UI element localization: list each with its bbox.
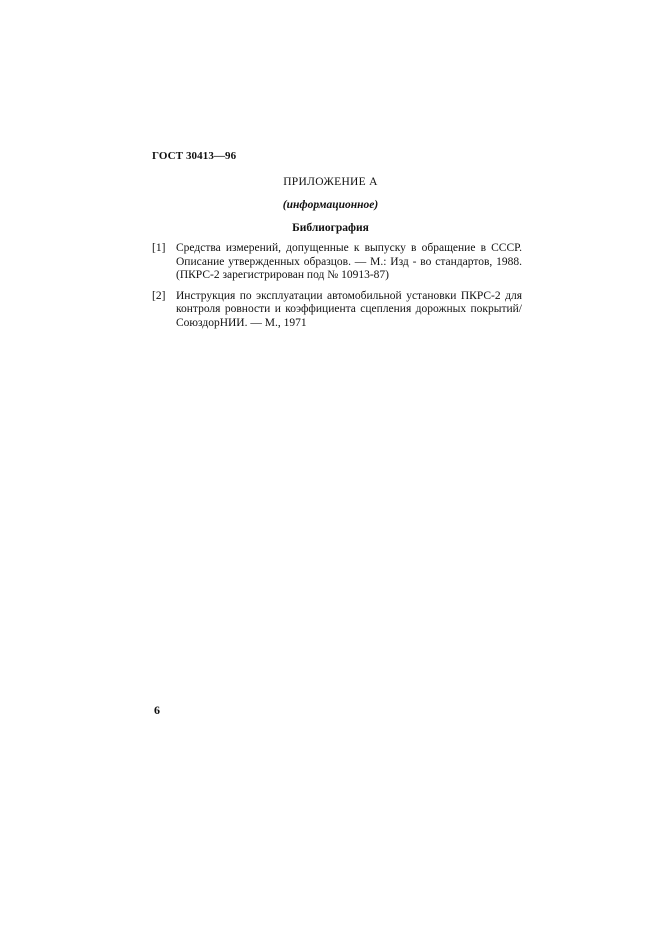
bibliography-entry-marker: [1] bbox=[152, 242, 166, 254]
bibliography-entry-text: Средства измерений, допущенные к выпуску в обращение в СССР. Описание утвержденных образцов. — М.: Изд - во стандартов, 1988. (ПКРС-2 зарегистрирован под № 10913-87) bbox=[176, 242, 522, 281]
bibliography-entry-text: Инструкция по эксплуатации автомобильной установки ПКРС-2 для контроля ровности и коэффициента сцепления дорожных покрытий/СоюздорНИИ. — М., 1971 bbox=[176, 289, 522, 329]
bibliography-list bbox=[152, 242, 522, 337]
bibliography-entry bbox=[152, 290, 522, 331]
bibliography-heading: Библиография bbox=[292, 222, 369, 234]
document-code: ГОСТ 30413—96 bbox=[152, 150, 237, 162]
bibliography-entry-marker: [2] bbox=[152, 289, 166, 302]
page-number: 6 bbox=[154, 703, 160, 717]
bibliography-entry bbox=[152, 242, 522, 283]
annex-title: ПРИЛОЖЕНИЕ А bbox=[283, 176, 378, 188]
annex-status: (информационное) bbox=[282, 199, 379, 211]
